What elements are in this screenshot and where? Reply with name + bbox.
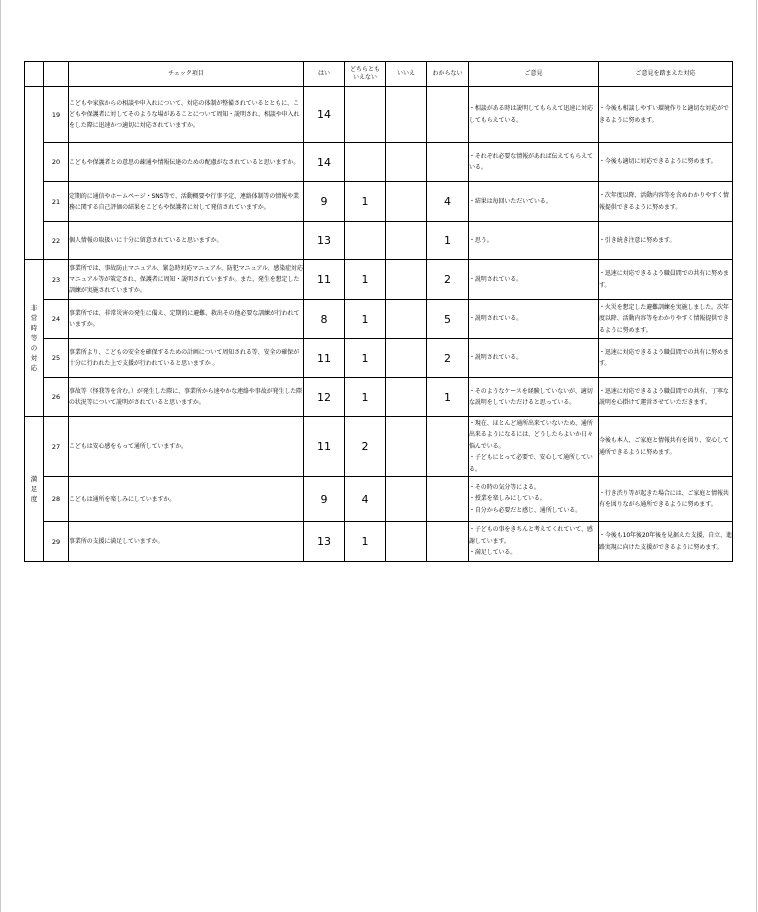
item-number: 27 (44, 417, 69, 477)
count-neither: 2 (345, 417, 386, 477)
count-no (386, 260, 427, 300)
response-cell (599, 143, 733, 182)
table-row (25, 182, 733, 222)
item-number: 25 (44, 339, 69, 378)
category-label: 非常時等の対応 (30, 304, 38, 372)
opinion-cell (469, 260, 599, 300)
header-row (25, 62, 733, 87)
header-category (25, 62, 44, 87)
count-neither (345, 87, 386, 143)
table-row (25, 477, 733, 522)
opinion-cell (469, 300, 599, 339)
header-opinion: ご意見 (469, 62, 599, 87)
response-cell (599, 182, 733, 222)
item-number: 22 (44, 222, 69, 260)
count-yes: 11 (304, 339, 345, 378)
count-no (386, 339, 427, 378)
opinion-cell (469, 417, 599, 477)
count-unknown (427, 87, 469, 143)
response-text: ・迅速に対応できるよう職員間での共有に努めます。 (599, 270, 729, 289)
table-row (25, 522, 733, 562)
table-row (25, 417, 733, 477)
opinion-cell (469, 477, 599, 522)
count-yes: 11 (304, 417, 345, 477)
count-yes: 12 (304, 378, 345, 417)
opinion-cell (469, 339, 599, 378)
count-no (386, 417, 427, 477)
response-text: ・行き渋り等が起きた場合には、ご家庭と情報共有を図りながら通所できるように努めます。 (599, 489, 729, 508)
count-no (386, 143, 427, 182)
check-item-text: 個人情報の取扱いに十分に留意されていると思いますか。 (69, 222, 304, 260)
opinion-text: ・結果は毎回いただいている。 (469, 197, 552, 205)
opinion-cell (469, 222, 599, 260)
response-text: ・引き続き注意に努めます。 (599, 236, 676, 244)
response-text: 今後も本人、ご家庭と情報共有を図り、安心して通所できるように努めます。 (599, 437, 729, 456)
page-edge-right (756, 0, 757, 912)
response-cell (599, 222, 733, 260)
check-item-text: こどもは通所を楽しみにしていますか。 (69, 477, 304, 522)
opinion-text: ・相談がある時は説明してもらえて迅速に対応してもらえている。 (469, 105, 593, 124)
count-yes: 13 (304, 222, 345, 260)
opinion-cell (469, 143, 599, 182)
opinion-text: ・説明されている。 (469, 315, 523, 323)
count-unknown: 5 (427, 300, 469, 339)
check-item-text: 事業所では、非常災害の発生に備え、定期的に避難、救出その他必要な訓練が行われていますか。 (69, 300, 304, 339)
count-neither: 1 (345, 339, 386, 378)
response-text: ・今後も適切に対応できるように努めます。 (599, 158, 717, 166)
opinion-cell (469, 87, 599, 143)
survey-body (25, 87, 733, 562)
item-number: 29 (44, 522, 69, 562)
opinion-cell (469, 522, 599, 562)
count-neither (345, 143, 386, 182)
response-cell (599, 378, 733, 417)
table-row (25, 300, 733, 339)
opinion-text: ・現在、ほとんど通所出来ていないため、通所出来るようになるには、どうしたらよいか日々悩んでいる。 (469, 419, 593, 450)
opinion-text: ・子どもの事をきちんと考えてくれていて、感謝しています。 (469, 526, 593, 545)
count-yes: 14 (304, 87, 345, 143)
response-text: ・今後も10年後20年後を見据えた支援、自立、進路実現に向けた支援ができるように努めます。 (599, 532, 732, 551)
check-item-text: こどもや家族からの相談や申入れについて、対応の体制が整備されているとともに、こどもや保護者に対してそのような場があることについて周知・説明され、相談や申入れをした際に迅速かつ適切に対応されていますか。 (69, 87, 304, 143)
count-neither: 1 (345, 182, 386, 222)
category-label: 満足度 (30, 475, 38, 503)
opinion-text: ・子どもにとって必要で、安心して通所している。 (469, 454, 593, 473)
response-text: ・迅速に対応できるよう職員間での共有、丁寧な説明を心掛けて運営させていただきます。 (599, 387, 729, 406)
count-unknown (427, 143, 469, 182)
count-yes: 13 (304, 522, 345, 562)
check-item-text: こどもや保護者との意思の疎通や情報伝達のための配慮がなされていると思いますか。 (69, 143, 304, 182)
opinion-text: ・自分から必要だと感じ、通所している。 (469, 506, 582, 514)
check-item-text: こどもは安心感をもって通所していますか。 (69, 417, 304, 477)
response-text: ・火災を想定した避難訓練を実施しました。次年度以降、活動内容等をわかりやすく情報提供できるように努めます。 (599, 303, 729, 334)
opinion-text: ・その時の気分等による。 (469, 483, 540, 491)
opinion-text: ・それぞれ必要な情報があれば伝えてもらえている。 (469, 152, 593, 171)
item-number: 19 (44, 87, 69, 143)
opinion-text: ・説明されている。 (469, 275, 523, 283)
table-row (25, 87, 733, 143)
opinion-text: ・思う。 (469, 236, 493, 244)
count-yes: 9 (304, 477, 345, 522)
count-no (386, 87, 427, 143)
survey-table (24, 61, 733, 562)
response-text: ・迅速に対応できるよう職員間での共有に努めます。 (599, 348, 729, 367)
item-number: 26 (44, 378, 69, 417)
opinion-cell (469, 378, 599, 417)
count-unknown: 2 (427, 339, 469, 378)
header-item: チェック項目 (69, 62, 304, 87)
response-cell (599, 87, 733, 143)
opinion-text: ・授業を楽しみにしている。 (469, 495, 546, 503)
table-row (25, 378, 733, 417)
opinion-text: ・そのようなケースを経験していないが、適切な説明をしていただけると思っている。 (469, 387, 593, 406)
table-row (25, 260, 733, 300)
table-row (25, 339, 733, 378)
item-number: 23 (44, 260, 69, 300)
check-item-text: 定期的に通信やホームページ・SNS等で、活動概要や行事予定、連絡体制等の情報や業務に関する自己評価の結果をこどもや保護者に対して発信されていますか。 (69, 182, 304, 222)
count-no (386, 300, 427, 339)
header-yes: はい (304, 62, 345, 87)
count-neither: 1 (345, 300, 386, 339)
header-neither: どちらとも いえない (345, 62, 386, 87)
count-unknown (427, 477, 469, 522)
table-row (25, 222, 733, 260)
count-unknown (427, 522, 469, 562)
count-unknown: 4 (427, 182, 469, 222)
item-number: 21 (44, 182, 69, 222)
count-yes: 9 (304, 182, 345, 222)
count-no (386, 182, 427, 222)
count-neither: 1 (345, 260, 386, 300)
count-neither (345, 222, 386, 260)
opinion-text: ・説明されている。 (469, 354, 523, 362)
table-row (25, 143, 733, 182)
count-neither: 1 (345, 522, 386, 562)
count-neither: 4 (345, 477, 386, 522)
count-yes: 14 (304, 143, 345, 182)
check-item-text: 事業所では、事故防止マニュアル、緊急時対応マニュアル、防犯マニュアル、感染症対応マニュアル等が策定され、保護者に周知・説明されていますか。また、発生を想定した訓練が実施されていますか。 (69, 260, 304, 300)
response-text: ・今後も相談しやすい環境作りと適切な対応ができるように努めます。 (599, 105, 729, 124)
item-number: 20 (44, 143, 69, 182)
check-item-text: 事業所の支援に満足していますか。 (69, 522, 304, 562)
item-number: 24 (44, 300, 69, 339)
response-cell (599, 339, 733, 378)
page-edge-left (0, 0, 1, 912)
response-cell (599, 417, 733, 477)
response-cell (599, 522, 733, 562)
category-cell (25, 417, 44, 562)
count-no (386, 477, 427, 522)
count-neither: 1 (345, 378, 386, 417)
count-yes: 8 (304, 300, 345, 339)
opinion-cell (469, 182, 599, 222)
header-no-answer: いいえ (386, 62, 427, 87)
count-no (386, 522, 427, 562)
header-no (44, 62, 69, 87)
count-yes: 11 (304, 260, 345, 300)
header-unknown: わからない (427, 62, 469, 87)
response-cell (599, 477, 733, 522)
count-unknown: 1 (427, 378, 469, 417)
count-unknown (427, 417, 469, 477)
count-unknown: 1 (427, 222, 469, 260)
item-number: 28 (44, 477, 69, 522)
category-cell (25, 260, 44, 417)
category-cell (25, 87, 44, 260)
count-no (386, 222, 427, 260)
response-cell (599, 300, 733, 339)
check-item-text: 事故等（怪我等を含む。）が発生した際に、事業所から速やかな連絡や事故が発生した際の状況等について説明がされていると思いますか。 (69, 378, 304, 417)
check-item-text: 事業所より、こどもの安全を確保するための計画について周知される等、安全の確保が十分に行われた上で支援が行われていると思いますか 。 (69, 339, 304, 378)
count-unknown: 2 (427, 260, 469, 300)
count-no (386, 378, 427, 417)
response-text: ・次年度以降、活動内容等を含めわかりやすく情報提供できるように努めます。 (599, 192, 729, 211)
response-cell (599, 260, 733, 300)
opinion-text: ・満足している。 (469, 549, 517, 557)
header-response: ご意見を踏まえた対応 (599, 62, 733, 87)
